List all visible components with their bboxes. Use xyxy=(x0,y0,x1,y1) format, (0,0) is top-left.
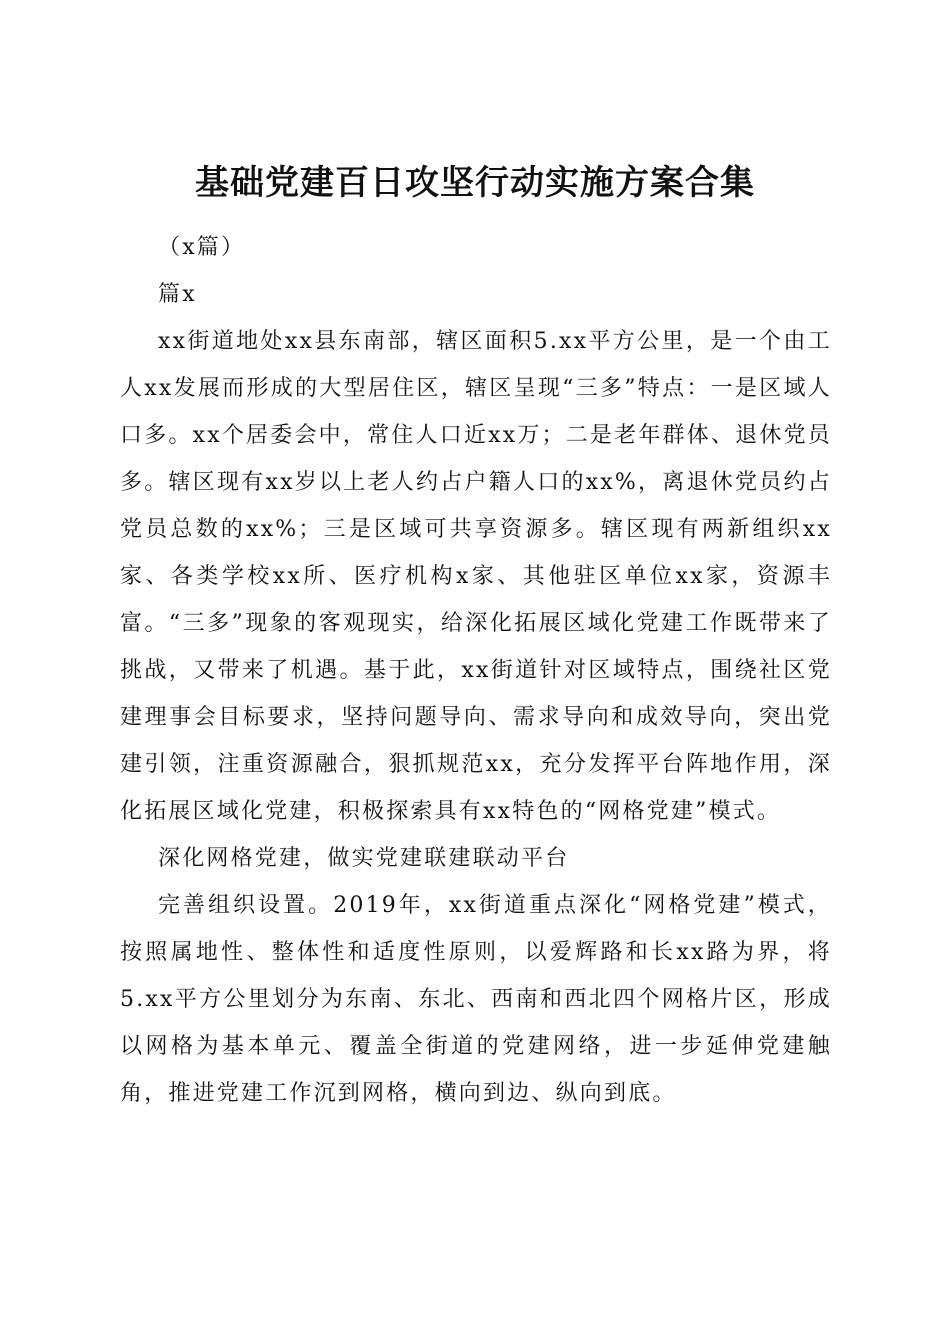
document-body xyxy=(120,224,832,1117)
paragraph-organization-setup: 完善组织设置。2019年，xx街道重点深化“网格党建”模式，按照属地性、整体性和适度性原则，以爱辉路和长xx路为界，将5.xx平方公里划分为东南、东北、西南和西北四个网格片区，形成以网格为基本单元、覆盖全街道的党建网络，进一步延伸党建触角，推进党建工作沉到网格，横向到边、纵向到底。 xyxy=(120,893,832,1106)
paragraph-overview: xx街道地处xx县东南部，辖区面积5.xx平方公里，是一个由工人xx发展而形成的大型居住区，辖区呈现“三多”特点：一是区域人口多。xx个居委会中，常住人口近xx万；二是老年群体、退休党员多。辖区现有xx岁以上老人约占户籍人口的xx%，离退休党员约占党员总数的xx%；三是区域可共享资源多。辖区现有两新组织xx家、各类学校xx所、医疗机构x家、其他驻区单位xx家，资源丰富。“三多”现象的客观现实，给深化拓展区域化党建工作既带来了挑战，又带来了机遇。基于此，xx街道针对区域特点，围绕社区党建理事会目标要求，坚持问题导向、需求导向和成效导向，突出党建引领，注重资源融合，狠抓规范xx，充分发挥平台阵地作用，深化拓展区域化党建，积极探索具有xx特色的“网格党建”模式。 xyxy=(120,329,832,824)
paragraph-heading-grid-party: 深化网格党建，做实党建联建联动平台 xyxy=(158,846,570,871)
document-title: 基础党建百日攻坚行动实施方案合集 xyxy=(195,162,755,203)
paragraph-section-label: 篇x xyxy=(158,282,197,307)
paragraph-volume-count: （x篇） xyxy=(158,235,246,260)
